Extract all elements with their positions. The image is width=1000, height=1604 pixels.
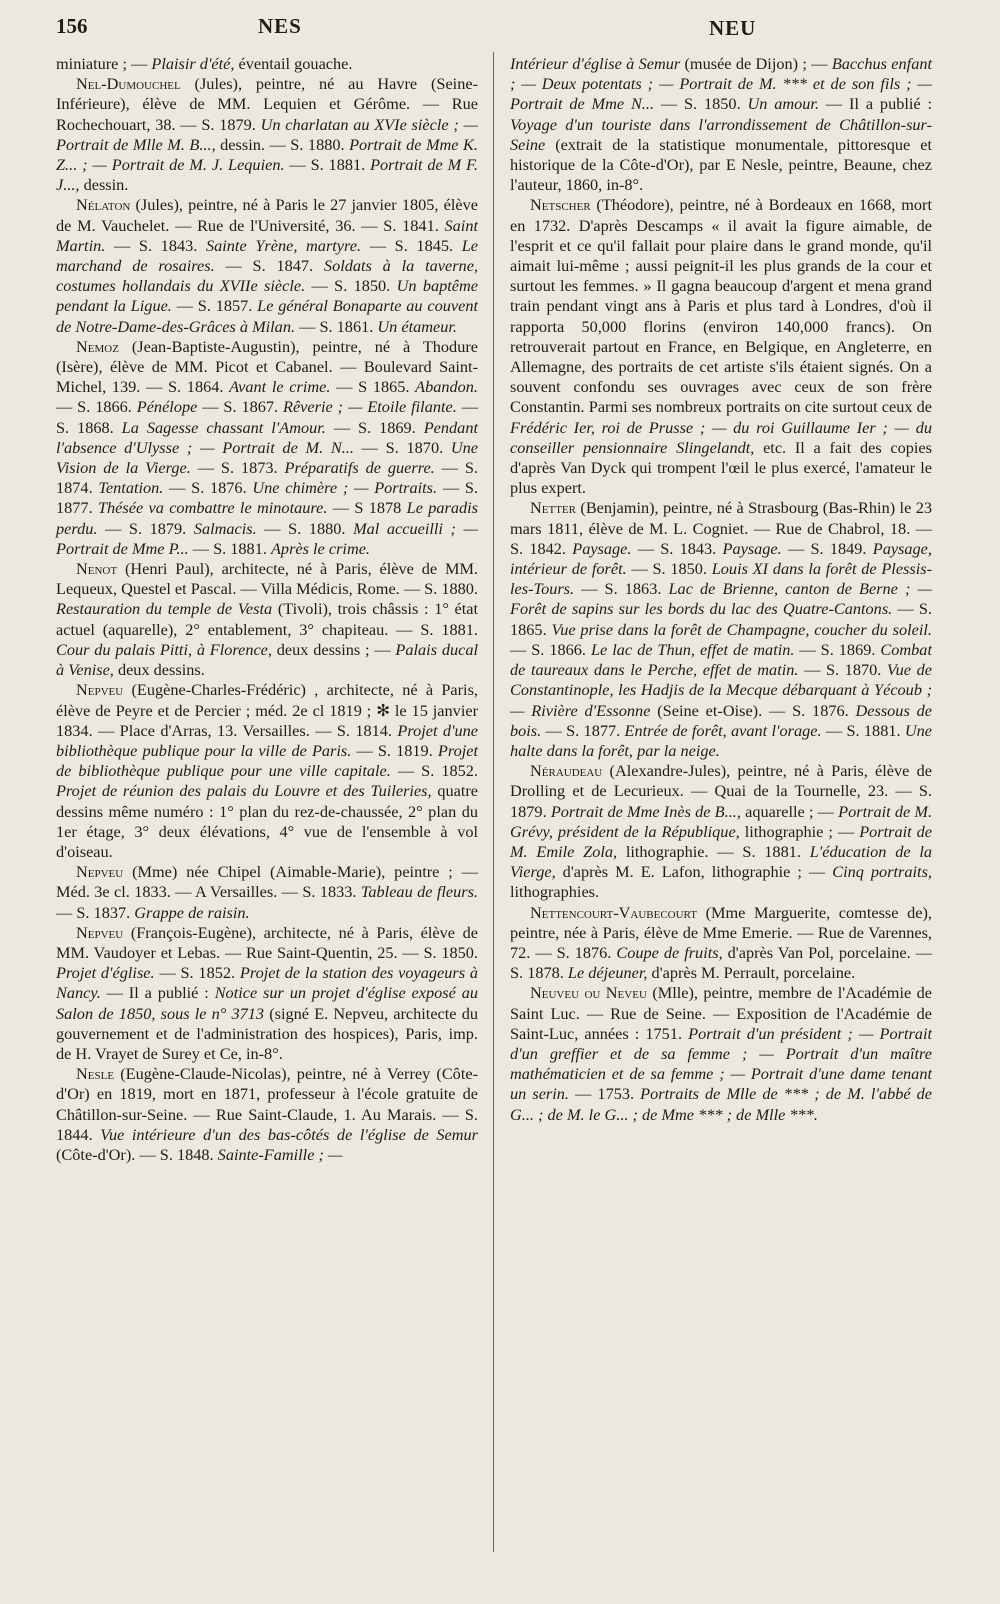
dictionary-entry — [56, 923, 478, 1064]
entry-text: — Il a publié : — [819, 94, 933, 114]
page-number: 156 — [56, 14, 88, 38]
work-title: Portraits de Mlle de *** ; de M. l'abbé de G... ; de M. le G... ; de Mme *** ; de Mlle ***. — [510, 1084, 933, 1124]
entry-name: Nel-Dumouchel — [76, 74, 181, 94]
dictionary-entry — [510, 54, 932, 195]
dictionary-entry — [510, 761, 932, 902]
entry-name: Netscher — [530, 195, 591, 215]
work-title: Soldats à la taverne, costumes hollandais du XVIIe siècle. — [56, 256, 478, 296]
entry-text: (Eugène-Charles-Frédéric) , architecte, né à Paris, élève de Peyre et de Percier ; méd. 2e cl 1819 ; ✻ le 15 janvier 1834. — Place d'Arras, 13. Versailles. — S. 1814. — [56, 680, 478, 740]
dictionary-entry — [510, 903, 932, 984]
work-title: Grappe de raisin. — [134, 902, 250, 922]
dictionary-entry — [56, 680, 478, 862]
work-title: Abandon. — [415, 377, 478, 397]
work-title: Palais ducal à Venise, — [56, 639, 478, 680]
work-title: Portrait d'un président ; — Portrait d'un greffier et de sa femme ; — Portrait d'un maître mathématicien et de sa femme ; — Portrait d'une dame tenant un serin. — [510, 1023, 932, 1104]
entry-name: Nepveu — [76, 862, 124, 882]
work-title: Notice sur un projet d'église exposé au Salon de 1850, sous le n° 3713 — [56, 983, 478, 1023]
right-column — [510, 54, 932, 1125]
entry-text: (Eugène-Claude-Nicolas), peintre, né à Verrey (Côte-d'Or) en 1819, mort en 1871, professeur à l'école gratuite de Châtillon-sur-Seine. — Rue Saint-Claude, 1. Au Marais. — S. 1844. — [56, 1064, 478, 1144]
work-title: Une halte dans la forêt, par la neige. — [510, 720, 932, 760]
entry-text: (Mme) née Chipel (Aimable-Marie), peintre ; — Méd. 3e cl. 1833. — A Versailles. — S. 1833. — [56, 862, 478, 902]
entry-text: — S. 1866. — [56, 397, 137, 417]
work-title: Vue intérieure d'un des bas-côtés de l'église de Semur — [100, 1124, 478, 1144]
entry-text: aquarelle ; — — [740, 801, 839, 821]
dictionary-entry — [56, 74, 478, 195]
entry-name: Nenot — [76, 559, 118, 579]
work-title: Lac de Brienne, canton de Berne ; — Forêt de sapins sur les bords du lac des Quatre-Cantons. — [510, 579, 932, 619]
entry-name: Nélaton — [76, 195, 131, 215]
work-title: Avant le crime. — [229, 377, 331, 397]
entry-text: — S. 1869. — [794, 639, 881, 659]
entry-text: deux dessins. — [113, 660, 205, 680]
work-title: Après le crime. — [270, 538, 370, 558]
entry-text: (signé E. Nepveu, architecte du gouvernement et de l'administration des hospices), Paris, imp. de H. Vrayet de Surey et Ce, in-8°. — [56, 1003, 478, 1063]
work-title: Cinq portraits, — [832, 862, 932, 882]
entry-text: (Mlle), peintre, membre de l'Académie de Saint Luc. — Rue de Seine. — Exposition de l'Académie de Saint-Luc, années : 1751. — [510, 983, 933, 1043]
entry-text: — S. 1843. — [631, 538, 723, 558]
entry-text: — S. 1837. — [56, 902, 135, 922]
work-title: Portrait de Mme K. Z... ; — Portrait de M. J. Lequien. — [56, 134, 478, 175]
work-title: Portrait de M F. J..., — [56, 155, 479, 195]
entry-text: lithographie. — S. 1881. — [617, 841, 810, 861]
running-head-left: NES — [258, 14, 302, 38]
work-title: Intérieur d'église à Semur — [510, 54, 681, 73]
entry-text: éventail gouache. — [234, 54, 353, 73]
entry-text: — S. 1868. — [56, 397, 478, 437]
work-title: Tableau de fleurs. — [360, 882, 478, 902]
entry-text: — S. 1881. — [284, 155, 371, 175]
dictionary-entry — [510, 195, 932, 498]
dictionary-entry — [510, 983, 932, 1124]
work-title: Combat de taureaux dans le Perche, effet de matin. — [510, 639, 932, 680]
dictionary-entry — [56, 1064, 478, 1165]
dictionary-entry — [510, 498, 932, 761]
entry-text: (François-Eugène), architecte, né à Paris, élève de MM. Vaudoyer et Lebas. — Rue Saint-Quentin, 25. — S. 1850. — [56, 922, 478, 962]
entry-text: (musée de Dijon) ; — — [680, 54, 832, 73]
work-title: Portrait de Mme Inès de B..., — [550, 801, 741, 821]
work-title: Thésée va combattre le minotaure. — [97, 498, 328, 518]
work-title: Sainte-Famille ; — — [217, 1144, 343, 1164]
work-title: Un baptême pendant la Ligue. — [56, 276, 479, 316]
work-title: Paysage. — [572, 538, 632, 558]
work-title: Le lac de Thun, effet de matin. — [590, 639, 795, 659]
entry-text: d'après M. Perrault, porcelaine. — [647, 963, 856, 983]
entry-text: (Jean-Baptiste-Augustin), peintre, né à Thodure (Isère), élève de MM. Picot et Cabanel. — Boulevard Saint-Michel, 139. — S. 1864. — [56, 336, 478, 397]
work-title: Voyage d'un touriste dans l'arrondissement de Châtillon-sur-Seine — [510, 114, 932, 154]
entry-text: — S. 1850. — [654, 94, 748, 114]
work-title: Restauration du temple de Vesta — [56, 599, 273, 619]
work-title: Plaisir d'été, — [151, 54, 235, 73]
work-title: Bacchus enfant ; — Deux potentats ; — Portrait de M. *** et de son fils ; — Portrait de Mme N... — [510, 54, 933, 114]
entry-text: — S. 1865. — [510, 599, 932, 639]
work-title: Projet d'une bibliothèque publique pour la ville de Paris. — [56, 720, 478, 760]
entry-name: Néraudeau — [530, 761, 603, 781]
work-title: Salmacis. — [193, 518, 257, 538]
entry-text: (Henri Paul), architecte, né à Paris, élève de MM. Lequeux, Questel et Pascal. — Villa Médicis, Rome. — S. 1880. — [56, 559, 478, 599]
work-title: Un amour. — [747, 94, 820, 114]
entry-text: — S. 1869. — [325, 417, 424, 437]
work-title: Projet de bibliothèque publique pour une ville capitale. — [56, 740, 478, 781]
entry-text: — S. 1876. — [163, 478, 253, 498]
entry-text: (Tivoli), trois châssis : 1° état actuel (aquarelle), 2° entablement, 3° chapiteau. — S. 1881. — [56, 599, 479, 639]
running-head-right: NEU — [709, 16, 757, 40]
entry-text: — S. 1881. — [821, 720, 905, 740]
entry-text: quatre dessins même numéro : 1° plan du rez-de-chaussée, 2° plan du 1er étage, 3° deux élévations, 4° vue de l'ensemble à vol d'oiseau. — [56, 781, 478, 861]
entry-text: miniature ; — — [56, 54, 152, 73]
work-title: Vue prise dans la forêt de Champagne, coucher du soleil. — [551, 619, 932, 639]
entry-text: (Benjamin), peintre, né à Strasbourg (Bas-Rhin) le 23 mars 1811, élève de M. L. Cogniet. — Rue de Chabrol, 18. — S. 1842. — [510, 498, 932, 558]
work-title: Entrée de forêt, avant l'orage. — [624, 720, 822, 740]
work-title: Pendant l'absence d'Ulysse ; — Portrait de M. N... — [56, 417, 478, 457]
entry-text: — S 1865. — [330, 377, 416, 397]
work-title: Portrait de M. Grévy, président de la République, — [510, 801, 933, 841]
work-title: Projet de la station des voyageurs à Nancy. — [56, 963, 478, 1003]
entry-text: — S. 1852. — [154, 963, 240, 983]
entry-text: dessin. — [79, 175, 129, 195]
work-title: Coupe de fruits, — [616, 942, 723, 962]
entry-name: Neuveu ou Neveu — [530, 983, 647, 1003]
work-title: Mal accueilli ; — Portrait de Mme P... — [56, 518, 478, 558]
work-title: Pénélope — [136, 397, 198, 417]
work-title: Une Vision de la Vierge. — [56, 437, 478, 478]
entry-text: — S. 1877. — [56, 478, 478, 518]
work-title: Portrait de M. Emile Zola, — [510, 821, 933, 861]
work-title: Frédéric Ier, roi de Prusse ; — du roi Guillaume Ier ; — du conseiller pensionnaire Slingelandt, — [510, 417, 932, 457]
dictionary-entry — [56, 54, 478, 74]
entry-text: d'après M. E. Lafon, lithographie ; — — [555, 862, 833, 882]
work-title: Tentation. — [98, 478, 164, 498]
work-title: Projet de réunion des palais du Louvre et des Tuileries, — [56, 781, 432, 801]
entry-text: (Mme Marguerite, comtesse de), peintre, née à Paris, élève de Mme Emerie. — Rue de Varennes, 72. — S. 1876. — [510, 902, 932, 962]
work-title: Paysage, intérieur de forêt. — [510, 538, 932, 579]
entry-name: Nettencourt-Vaubecourt — [530, 902, 697, 922]
column-divider — [493, 52, 494, 1552]
entry-text: lithographies. — [510, 882, 600, 902]
entry-text: — S. 1863. — [574, 579, 669, 599]
work-title: Rêverie ; — Etoile filante. — [283, 397, 457, 417]
work-title: Préparatifs de guerre. — [284, 458, 435, 478]
entry-text: (extrait de la statistique monumentale, pittoresque et historique de la Côte-d'Or), par E Nesle, peintre, Beaune, chez l'auteur, 1860, in-8°. — [510, 134, 932, 195]
work-title: Projet d'église. — [56, 963, 155, 983]
entry-text: — Il a publié : — [100, 983, 215, 1003]
entry-text: — S. 1873. — [190, 458, 285, 478]
entry-text: — S. 1867. — [197, 397, 284, 417]
entry-name: Nemoz — [76, 336, 119, 356]
work-title: Paysage. — [722, 538, 782, 558]
dictionary-entry — [56, 559, 478, 680]
work-title: Louis XI dans la forêt de Plessis-les-Tours. — [510, 559, 932, 599]
work-title: Le déjeuner, — [567, 963, 648, 983]
work-title: Sainte Yrène, martyre. — [205, 235, 362, 255]
entry-text: — S. 1843. — [105, 235, 206, 255]
dictionary-entry — [56, 862, 478, 923]
entry-text: (Jules), peintre, né à Paris le 27 janvier 1805, élève de M. Vauchelet. — Rue de l'Université, 36. — S. 1841. — [56, 195, 478, 235]
entry-text: — S. 1845. — [361, 235, 462, 255]
entry-text: (Côte-d'Or). — S. 1848. — [56, 1144, 218, 1164]
work-title: Un étameur. — [377, 316, 457, 336]
entry-text: — S. 1879. — [97, 518, 194, 538]
dictionary-entry — [56, 337, 478, 559]
dictionary-entry — [56, 195, 478, 336]
entry-text: — S. 1870. — [353, 437, 451, 457]
entry-text: — S. 1819. — [351, 740, 438, 760]
work-title: Le paradis perdu. — [56, 498, 479, 538]
entry-text: — S. 1877. — [541, 720, 625, 740]
entry-name: Nesle — [76, 1064, 115, 1084]
entry-text: etc. Il a fait des copies d'après Van Dyck qui trompent l'œil le plus exercé, l'amateur le plus expert. — [510, 437, 932, 498]
work-title: Saint Martin. — [56, 215, 478, 255]
entry-text: (Alexandre-Jules), peintre, né à Paris, élève de Drolling et de Lecurieux. — Quai de la Tournelle, 23. — S. 1879. — [510, 761, 932, 821]
entry-text: — S. 1847. — [214, 256, 324, 276]
work-title: Vue de Constantinople, les Hadjis de la Mecque débarquant à Yécoub ; — Rivière d'Essonne — [510, 660, 932, 720]
work-title: L'éducation de la Vierge, — [510, 841, 932, 882]
work-title: La Sagesse chassant l'Amour. — [121, 417, 326, 437]
work-title: Dessous de bois. — [510, 700, 932, 740]
entry-text: — S. 1866. — [510, 639, 591, 659]
entry-text: — S. 1880. — [256, 518, 354, 538]
entry-text: — S. 1857. — [171, 296, 258, 316]
entry-text: — S. 1870. — [798, 660, 887, 680]
entry-text: — S. 1874. — [56, 458, 478, 498]
entry-text: — S. 1850. — [305, 276, 397, 296]
entry-text: — S. 1850. — [626, 559, 712, 579]
entry-text: d'après Van Pol, porcelaine. — S. 1878. — [510, 942, 932, 983]
entry-text: — S. 1881. — [188, 538, 271, 558]
left-column — [56, 54, 478, 1165]
entry-text: (Jules), peintre, né au Havre (Seine-Inférieure), élève de MM. Lequien et Gérôme. — Rue Rochechouart, 38. — S. 1879. — [56, 74, 478, 134]
entry-text: (Seine et-Oise). — S. 1876. — [650, 700, 856, 720]
work-title: Le général Bonaparte au couvent de Notre-Dame-des-Grâces à Milan. — [56, 296, 479, 336]
entry-text: lithographie ; — — [739, 821, 860, 841]
entry-text: — S 1878 — [327, 498, 407, 518]
entry-name: Netter — [530, 498, 576, 518]
entry-text: — S. 1852. — [390, 761, 478, 781]
entry-name: Nepveu — [76, 922, 124, 942]
entry-text: — S. 1861. — [295, 316, 378, 336]
entry-text: — S. 1849. — [781, 538, 873, 558]
work-title: Un charlatan au XVIe siècle ; — Portrait de Mlle M. B..., — [56, 114, 478, 154]
work-title: Cour du palais Pitti, à Florence, — [56, 639, 272, 659]
entry-text: dessin. — S. 1880. — [215, 134, 350, 154]
work-title: Une chimère ; — Portraits. — [252, 478, 438, 498]
entry-text: — 1753. — [569, 1084, 641, 1104]
work-title: Le marchand de rosaires. — [56, 235, 479, 276]
entry-text: (Théodore), peintre, né à Bordeaux en 1668, mort en 1732. D'après Descamps « il avait la figure aimable, de l'esprit et ce qu'il fallait pour plaire dans le grand monde, qu'il aimait lui-même ; aussi peignit-il les plus grands de la cour et surtout les femmes. » Il gagna beaucoup d'argent et mena grand train pendant vingt ans à Paris et plus tard à Londres, d'où il rapporta 50,000 florins (environ 140,000 francs). On retrouverait partout en France, en Belgique, en Angleterre, en Allemagne, des portraits de cet artiste s'ils étaient signés. On a souvent confondu ses ouvrages avec ceux de son frère Constantin. Parmi ses nombreux portraits on cite surtout ceux de — [510, 195, 932, 417]
entry-name: Nepveu — [76, 680, 124, 700]
entry-text: deux dessins ; — — [271, 639, 396, 659]
